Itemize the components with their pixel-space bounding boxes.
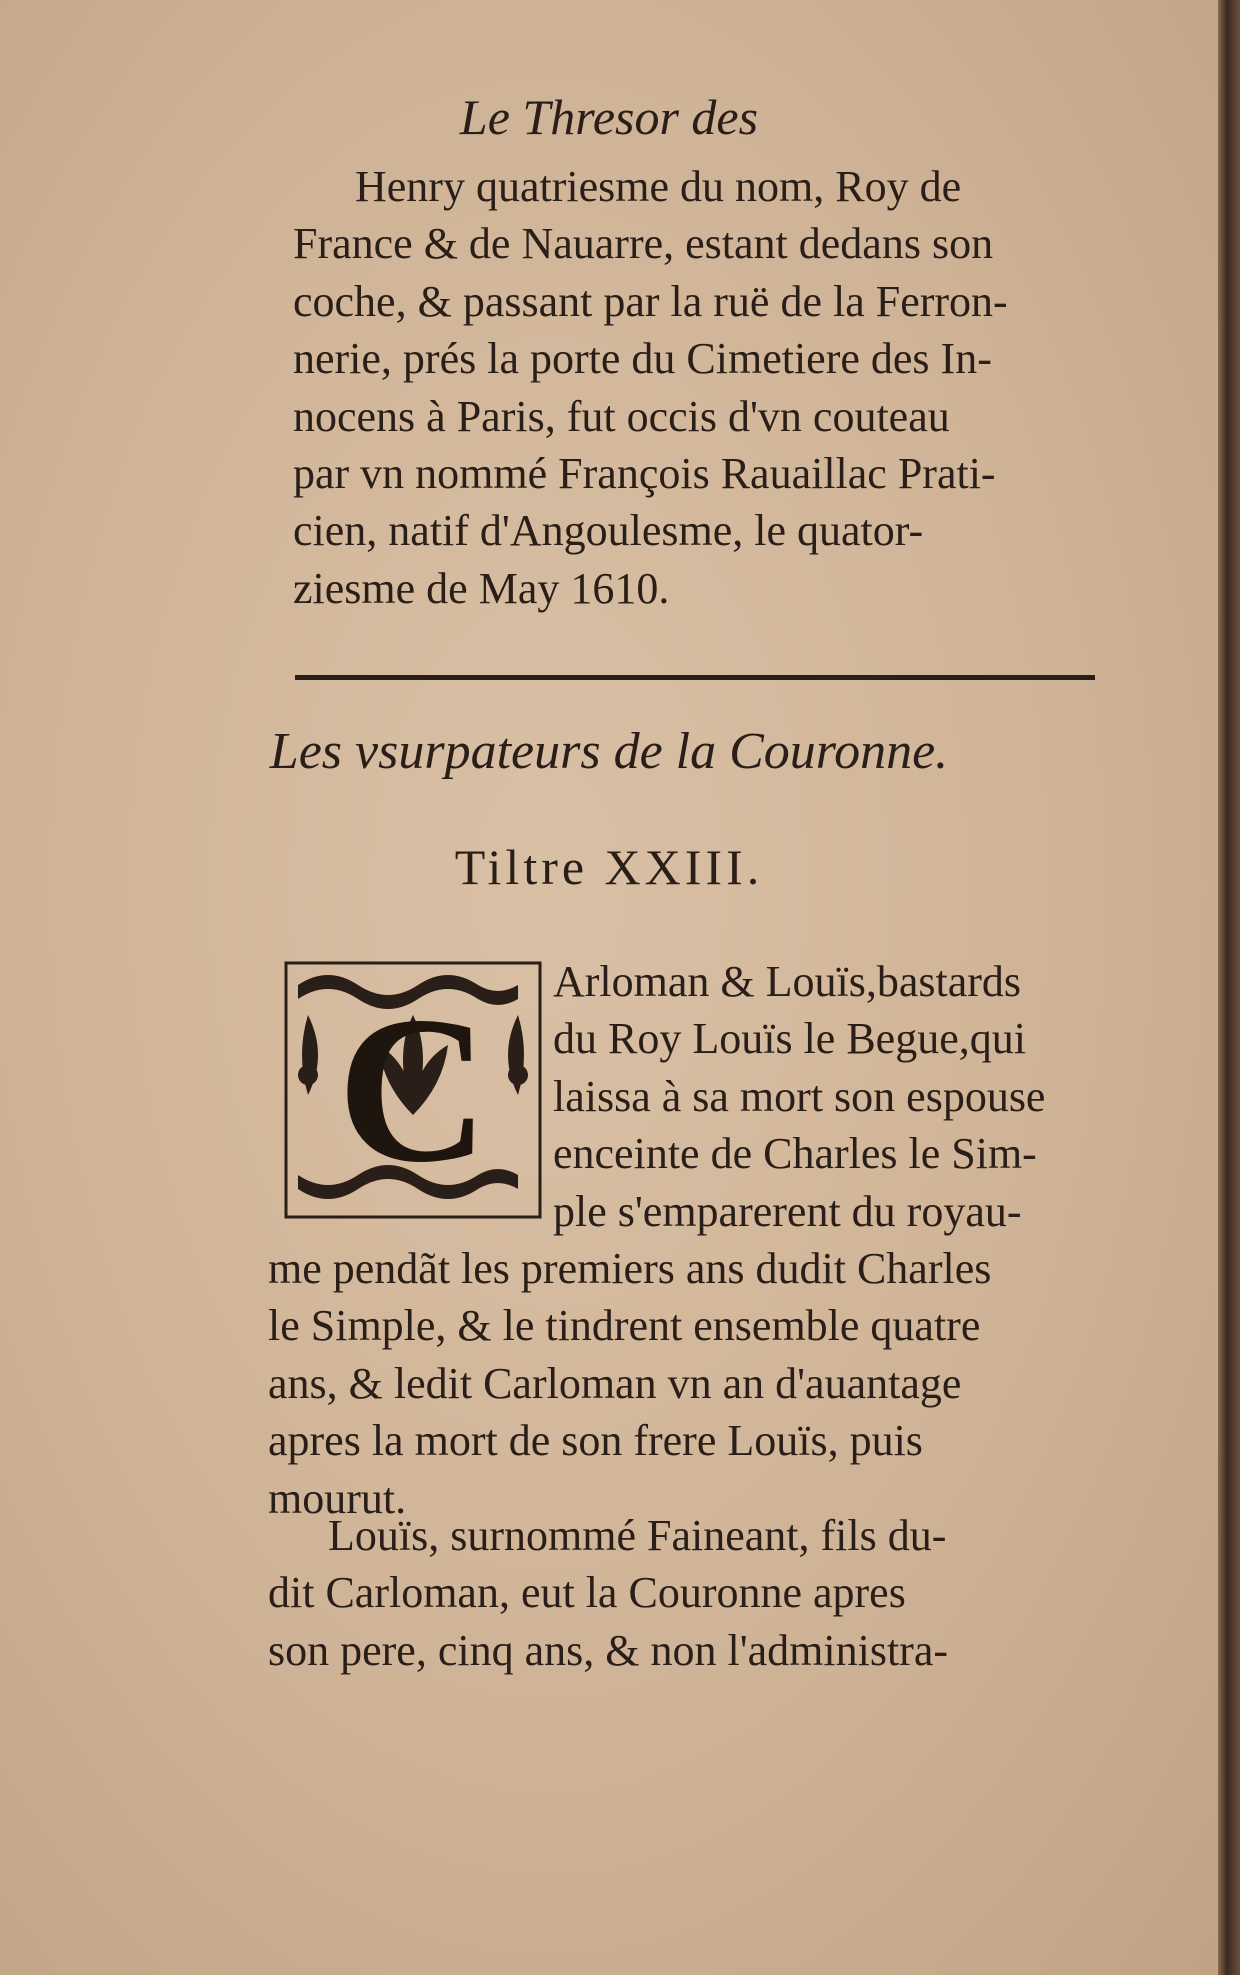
text-line: Henry quatriesme du nom, Roy de	[355, 162, 962, 211]
text-line: Louïs, surnommé Faineant, fils du-	[328, 1511, 947, 1560]
text-line: me pendãt les premiers ans dudit Charles	[268, 1244, 992, 1294]
text-line: par vn nommé François Rauaillac Prati-	[293, 449, 996, 499]
running-head: Le Thresor des	[459, 89, 759, 145]
text-line: nocens à Paris, fut occis d'vn couteau	[293, 391, 950, 441]
text-line: apres la mort de son frere Louïs, puis	[268, 1416, 923, 1466]
text-line: Arloman & Louïs,bastards	[553, 957, 1022, 1006]
text-line: enceinte de Charles le Sim-	[553, 1129, 1037, 1179]
section-divider	[295, 675, 1095, 680]
text-line: coche, & passant par la ruë de la Ferron-	[293, 276, 1008, 326]
dropcap-letter: C	[337, 974, 489, 1206]
page-edge	[1218, 0, 1240, 1975]
section-title: Les vsurpateurs de la Couronne.	[269, 723, 949, 780]
text-line: laissa à sa mort son espouse	[553, 1071, 1046, 1121]
paragraph-henry	[293, 158, 1113, 617]
text-line: du Roy Louïs le Begue,qui	[553, 1014, 1026, 1064]
text-line: ziesme de May 1610.	[293, 563, 670, 613]
text-line: nerie, prés la porte du Cimetiere des In-	[293, 334, 992, 384]
text-line: le Simple, & le tindrent ensemble quatre	[268, 1301, 981, 1351]
text-line: son pere, cinq ans, & non l'administra-	[268, 1625, 949, 1675]
text-line: ple s'emparerent du royau-	[553, 1186, 1022, 1236]
paragraph-louis	[268, 1507, 1108, 1679]
text-line: mourut.	[268, 1473, 407, 1523]
text-line: France & de Nauarre, estant dedans son	[293, 219, 994, 269]
text-line: ans, & ledit Carloman vn an d'auantage	[268, 1358, 962, 1408]
text-line: cien, natif d'Angoulesme, le quator-	[293, 506, 924, 556]
chapter-heading: Tiltre XXIII.	[454, 839, 764, 895]
text-line: dit Carloman, eut la Couronne apres	[268, 1568, 906, 1618]
paragraph-carloman	[268, 953, 1108, 1527]
